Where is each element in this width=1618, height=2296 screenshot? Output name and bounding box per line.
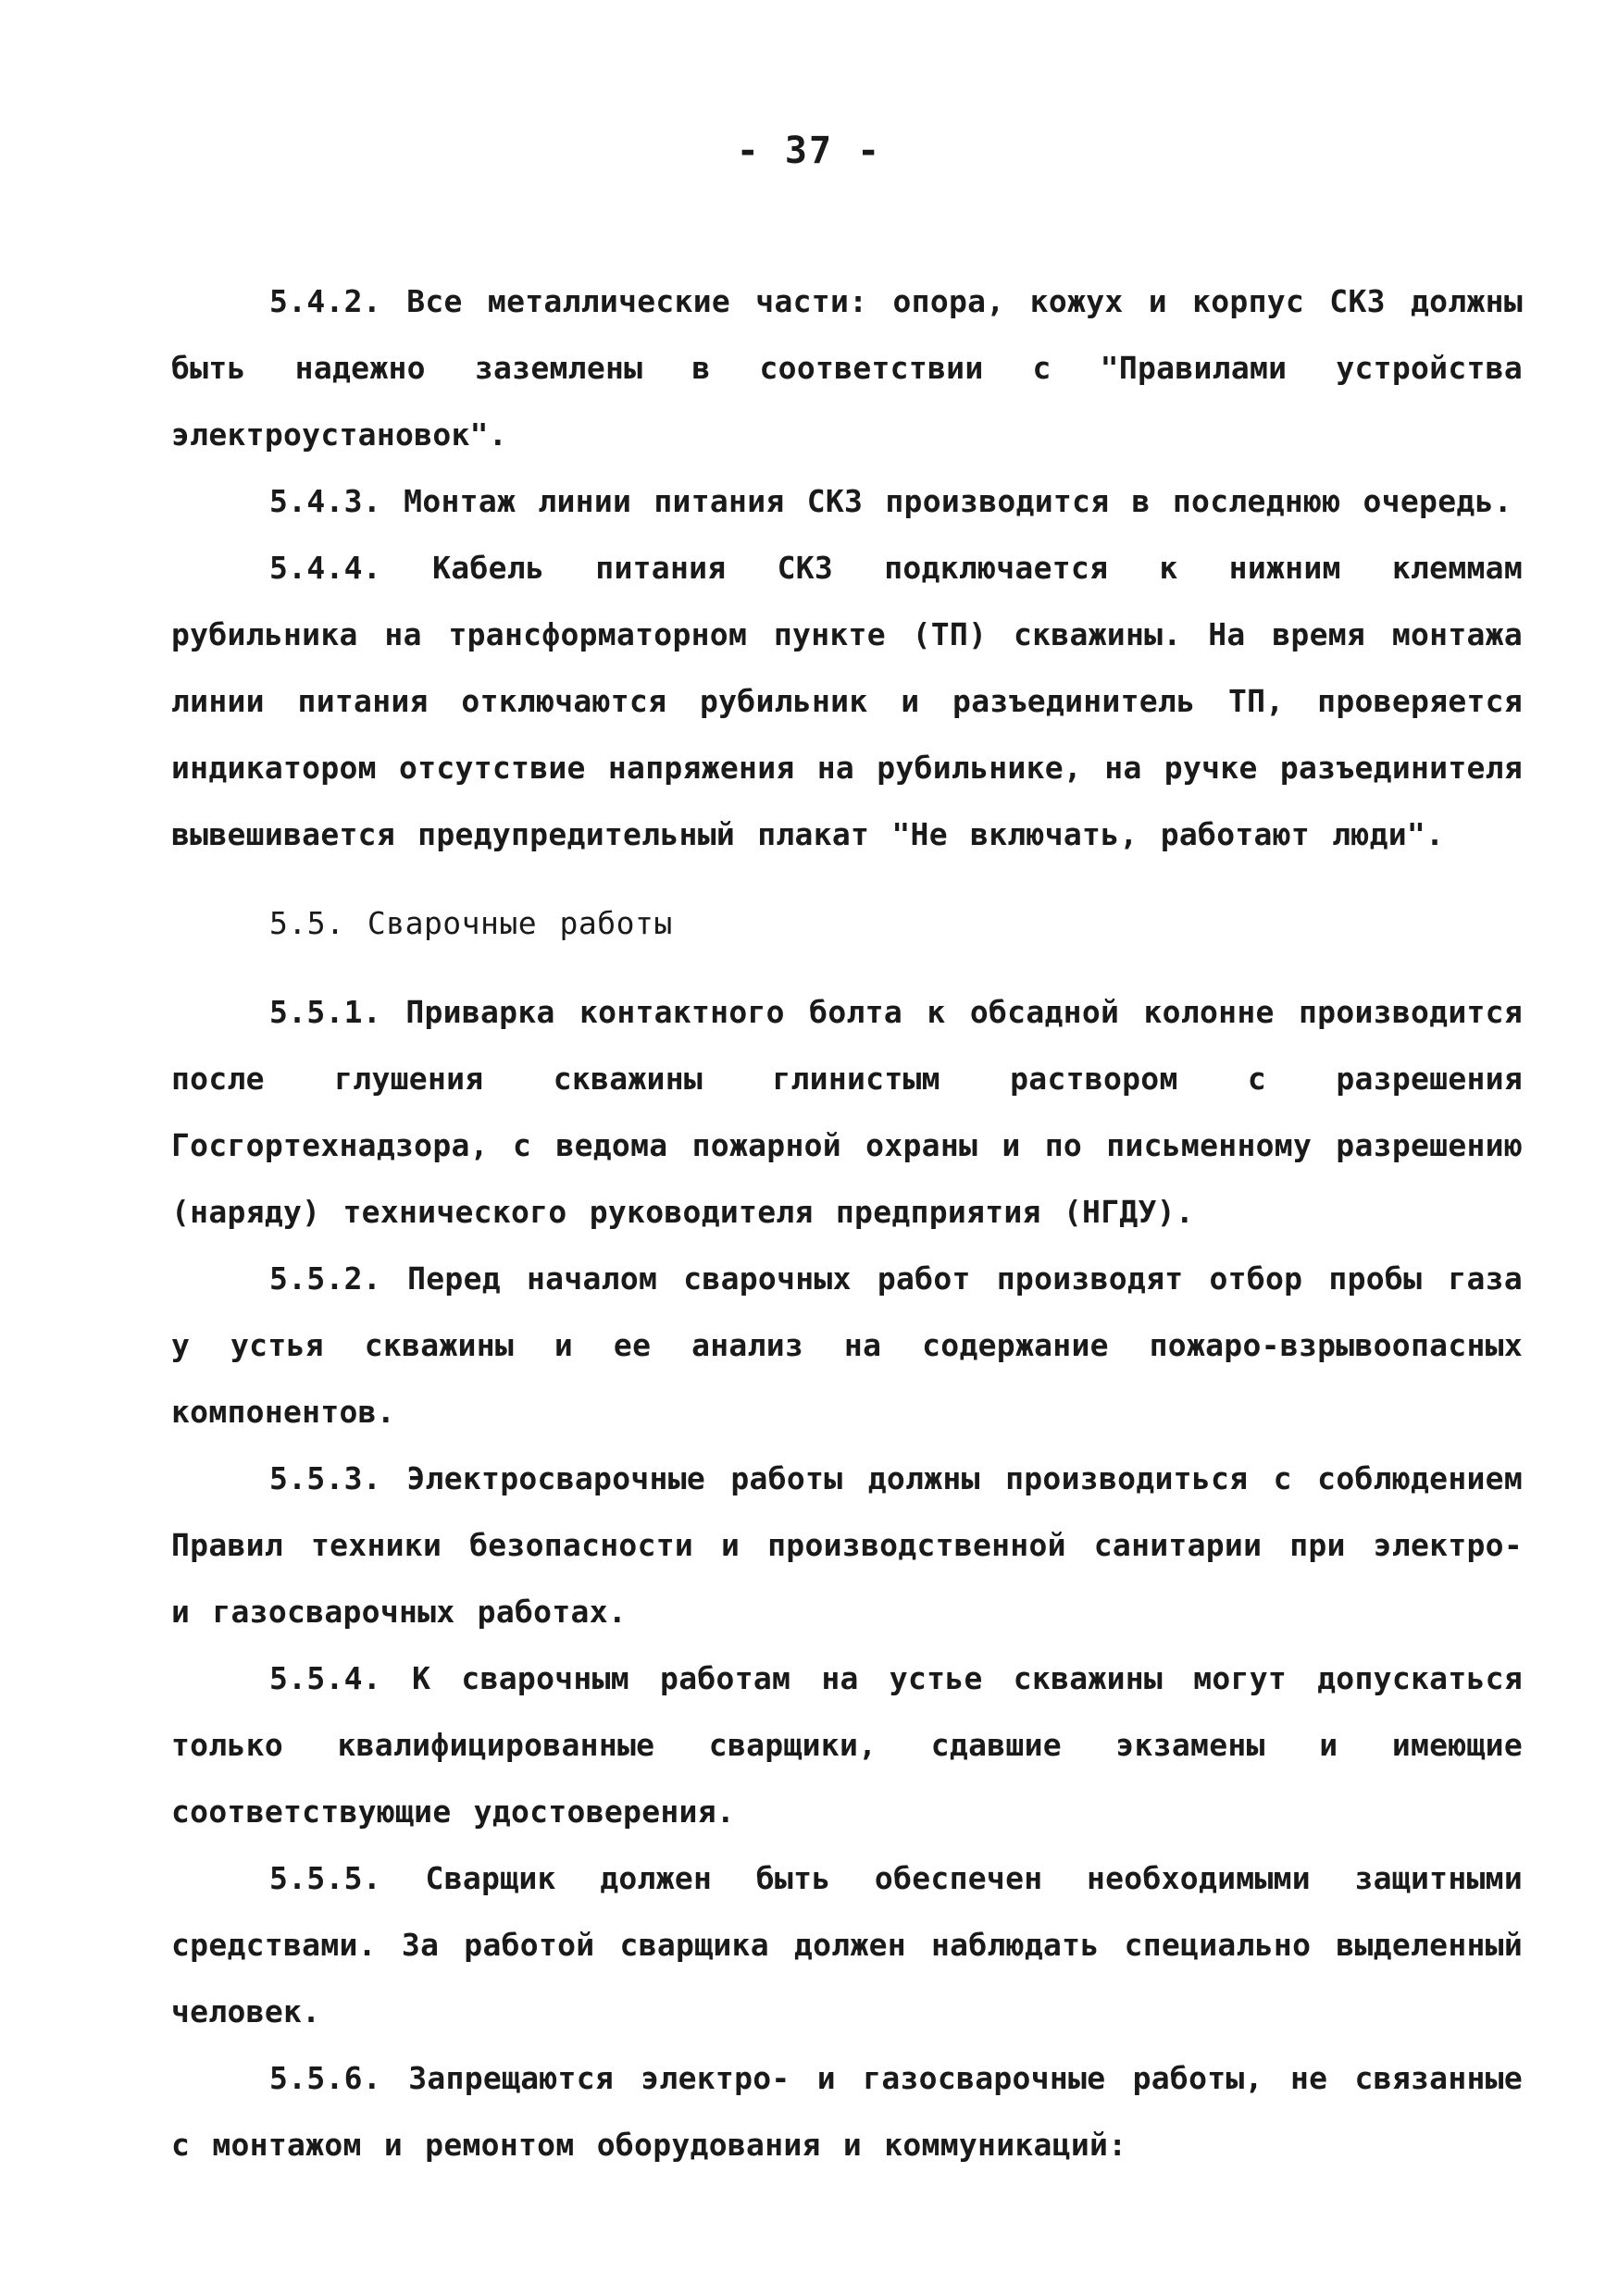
paragraph-5-4-3: 5.4.3. Монтаж линии питания СКЗ производится в последнюю очередь. bbox=[269, 483, 1512, 519]
paragraph-5-5-2: 5.5.2. Перед началом сварочных работ производят отбор пробы газа у устья скважины и ее анализ на содержание пожаро-взрывоопасных компонентов. bbox=[171, 1260, 1523, 1430]
paragraph-5-5-5: 5.5.5. Сварщик должен быть обеспечен необходимыми защитными средствами. За работой сварщика должен наблюдать специально выделенный человек. bbox=[171, 1860, 1523, 2029]
document-body bbox=[171, 268, 1523, 2178]
paragraph-5-4-2: 5.4.2. Все металлические части: опора, кожух и корпус СКЗ должны быть надежно заземлены в соответствии с "Правилами устройства электроустановок". bbox=[171, 283, 1523, 453]
paragraph-5-5-1: 5.5.1. Приварка контактного болта к обсадной колонне производится после глушения скважины глинистым раствором с разрешения Госгортехнадзора, с ведома пожарной охраны и по письменному разрешению (наряду) технического руководителя предприятия (НГДУ). bbox=[171, 994, 1523, 1230]
paragraph-5-4-4: 5.4.4. Кабель питания СКЗ подключается к нижним клеммам рубильника на трансформаторном пункте (ТП) скважины. На время монтажа линии питания отключаются рубильник и разъединитель ТП, проверяется индикатором отсутствие напряжения на рубильнике, на ручке разъединителя вывешивается предупредительный плакат "Не включать, работают люди". bbox=[171, 550, 1523, 852]
paragraph-5-5-3: 5.5.3. Электросварочные работы должны производиться с соблюдением Правил техники безопасности и производственной санитарии при электро- и газосварочных работах. bbox=[171, 1460, 1523, 1630]
page-number: - 37 - bbox=[736, 130, 882, 172]
paragraph-5-5-4: 5.5.4. К сварочным работам на устье скважины могут допускаться только квалифицированные сварщики, сдавшие экзамены и имеющие соответствующие удостоверения. bbox=[171, 1660, 1523, 1830]
section-title-5-5: 5.5. Сварочные работы bbox=[269, 905, 673, 941]
paragraph-5-5-6: 5.5.6. Запрещаются электро- и газосварочные работы, не связанные с монтажом и ремонтом оборудования и коммуникаций: bbox=[171, 2060, 1523, 2163]
